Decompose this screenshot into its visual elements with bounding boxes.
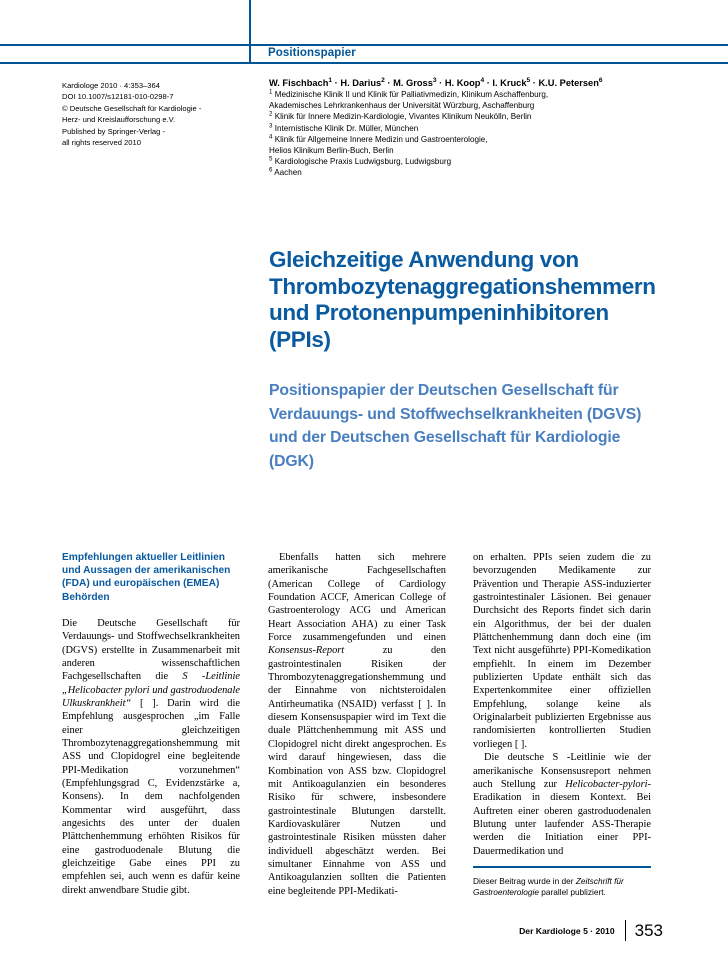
header-rule-vertical [249,0,251,64]
affiliation: $^2$ Klinik für Innere Medizin-Kardiologie, Vivantes Klinikum Neukölln, Berlin [269,110,532,122]
paragraph: Die deutsche S -Leitlinie wie der amerikanische Konsensusreport nehmen auch Stellung zur Helicobacter-pylori-Eradikation in diesem Kontext. Bei Auftreten einer oberen gastroduodenalen Blutung unter laufender ASS-Therapie werden die Initiation einer PPI-Dauermedikation und [473,752,651,857]
journal-meta-line: DOI 10.1007/s12181-010-0298-7 [62,92,174,102]
affiliation: Helios Klinikum Berlin-Buch, Berlin [269,146,394,156]
footer-divider [625,920,626,941]
footnote-rule [473,866,651,868]
footnote [473,866,651,899]
author-list: W. Fischbach$^1$ · H. Darius$^2$ · M. Gross$^3$ · H. Koop$^4$ · I. Kruck$^5$ · K.U. Petersen$^6$ [269,76,603,88]
footer-journal-reference: Der Kardiologe 5 · 2010 [519,925,615,936]
affiliation: Akademisches Lehrkrankenhaus der Universität Würzburg, Aschaffenburg [269,101,535,111]
header-rule-bottom [0,62,728,64]
paragraph: Ebenfalls hatten sich mehrere amerikanische Fachgesellschaften (American College of Cardiology Foundation ACCF, American College of Gastroenterology ACG und American Heart Association AHA) zu einer Task Force zusammengefunden und einen Konsensus-Report zu den gastrointestinalen Risiken der Thrombozytenaggregationshemmung und der Einnahme von nichtsteroidalen Antirheumatika (NSAID) verfasst [ ]. In diesem Konsensuspapier wird im Text die duale Plättchenhemmung mit ASS und Clopidogrel nicht direkt angesprochen. Es wird darauf hingewiesen, dass die Kombination von ASS bzw. Clopidogrel mit Antikoagulanzien ein besonderes Risiko für schwere, insbesondere gastrointestinale Blutungen darstellt. Kardiovaskulärer Nutzen und gastrointestinale Risiken müssten daher individuell abgeschätzt werden. Bei simultaner Einnahme von ASS und Antikoagulanzien sollten die Patienten eine begleitende PPI-Medikati- [268,552,446,897]
affiliation: $^4$ Klinik für Allgemeine Innere Medizin und Gastroenterologie, [269,133,488,144]
body-column-right [473,551,651,858]
affiliation: $^5$ Kardiologische Praxis Ludwigsburg, Ludwigsburg [269,155,452,167]
running-head: Positionspapier [268,47,356,59]
affiliation: $^3$ Internistische Klinik Dr. Müller, München [269,121,419,133]
journal-meta-line: © Deutsche Gesellschaft für Kardiologie - [62,103,202,113]
body-column-middle [268,551,446,898]
article-title: Gleichzeitige Anwendung von Thrombozytenaggregationshemmern und Protonenpumpeninhibitoren (PPIs) [269,247,656,352]
paragraph: on erhalten. PPIs seien zudem die zu bevorzugenden Medikamente zur Prävention und Therapie ASS-induzierter gastrointestinaler Läsionen. Bei genauer Durchsicht des Reports findet sich darin ein Algorithmus, der bei der dualen Plättchenhemmung dann doch eine (im Text nicht ausgeführte) PPI-Komedikation empfiehlt. In einem im Dezember publizierten Update enthält sich das Expertenkommitee einer offiziellen Empfehlung, solange keine als Originalarbeit publizierten Ergebnisse aus randomisierten kontrollierten Studien vorliegen [ ]. [473,552,651,750]
author-block [269,77,669,179]
body-column-left [62,551,240,897]
section-heading: Empfehlungen aktueller Leitlinien und Aussagen der amerikanischen (FDA) und europäischen (EMEA) Behörden [62,552,231,603]
page-footer [473,920,663,941]
affiliation: $^1$ Medizinische Klinik II und Klinik für Palliativmedizin, Klinikum Aschaffenburg, [269,88,549,99]
journal-meta-line: Herz- und Kreislaufforschung e.V. [62,115,176,125]
journal-metadata [62,80,237,148]
affiliation: $^6$ Aachen [269,166,302,178]
article-subtitle: Positionspapier der Deutschen Gesellschaft für Verdauungs- und Stoffwechselkrankheiten (DGVS) und der Deutschen Gesellschaft für Kardiologie (DGK) [269,382,642,470]
paragraph: Die Deutsche Gesellschaft für Verdauungs- und Stoffwechselkrankheiten (DGVS) erstellte in Zusammenarbeit mit anderen wissenschaftlichen Fachgesellschaften die S -Leitlinie „Helicobacter pylori und gastroduodenale Ulkuskrankheit“ [ ]. Darin wird die Empfehlung ausgesprochen „im Falle einer gleichzeitigen Thrombozytenaggregationshemmung mit ASS und Clopidogrel eine begleitende PPI-Medikation vorzunehmen“ (Empfehlungsgrad C, Evidenzstärke a, Konsens). In dem nachfolgenden Kommentar wird ausgeführt, dass angesichts des unter der dualen Plättchenhemmung erhöhten Risikos für eine gastroduodenale Blutung die gleichzeitige Gabe eines PPI zu empfehlen sei, auch wenn es dafür keine direkt anwendbare Studie gibt. [62,617,240,896]
footnote-text: Dieser Beitrag wurde in der Zeitschrift für Gastroenterologie parallel publiziert. [473,875,624,898]
page-number: 353 [634,921,663,940]
journal-meta-line: Published by Springer-Verlag - [62,126,165,136]
journal-meta-line: Kardiologe 2010 · 4:353–364 [62,81,160,90]
journal-meta-line: all rights reserved 2010 [62,138,141,148]
header-rule-top [0,44,728,46]
